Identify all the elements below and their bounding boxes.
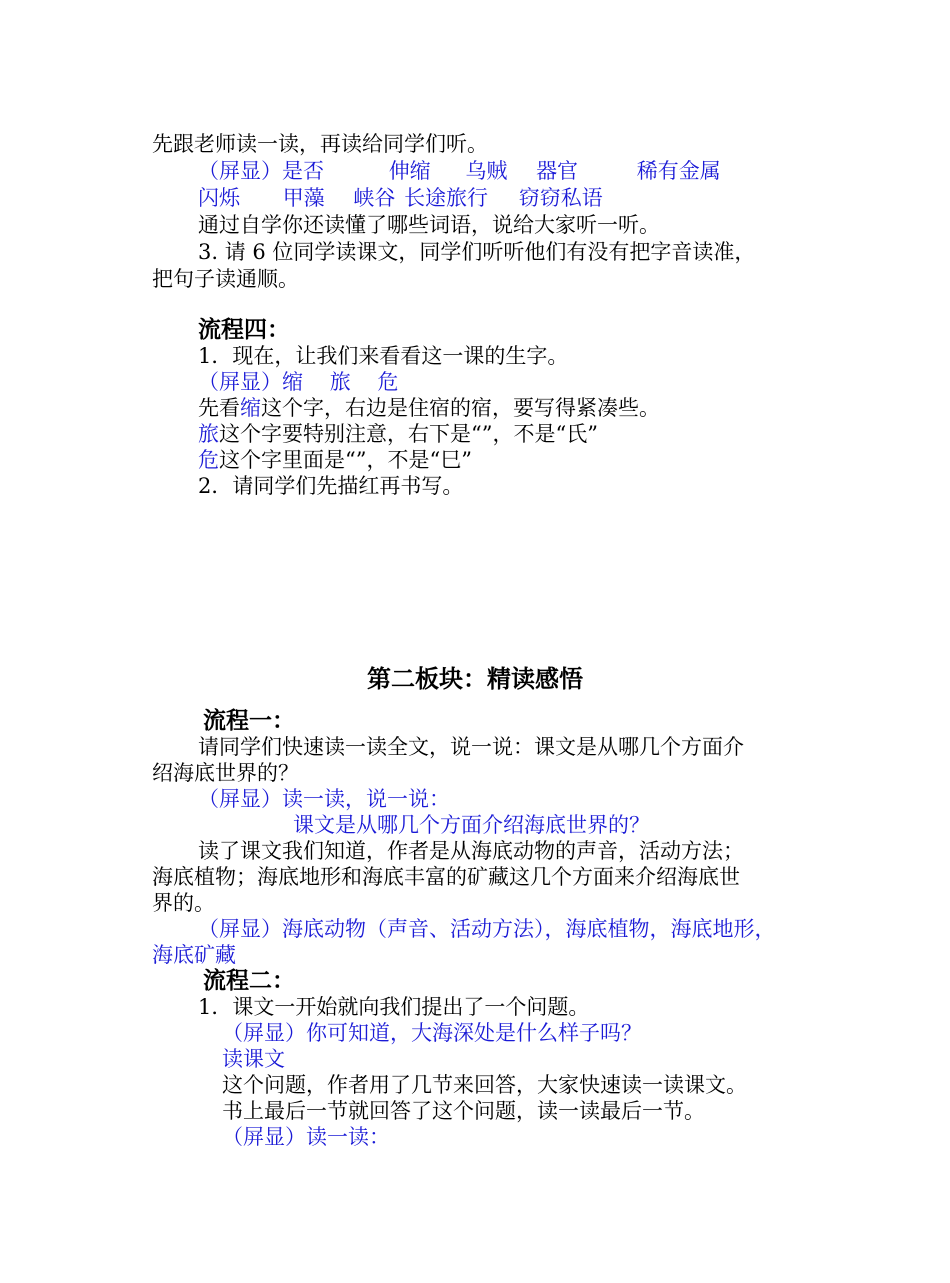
text-line [198,395,660,421]
text-line: 这个问题，作者用了几节来回答，大家快速读一读课文。 [222,1073,747,1097]
text-line: 把句子读通顺。 [152,267,299,291]
text-line [198,447,472,473]
vocab-word: 甲藻 [282,186,325,210]
screen-display-text: （屏显）读一读，说一说： [198,787,450,811]
text-line: 读了课文我们知道，作者是从海底动物的声音，活动方法； [198,839,744,863]
highlight-char: 缩 [240,396,261,420]
section-heading: 流程四： [198,317,290,343]
vocab-word: 乌贼 [465,159,508,183]
screen-display-text: （屏显）读一读： [222,1125,390,1149]
screen-display-label: （屏显） [198,370,282,394]
vocab-word: 是否 [282,159,324,183]
text-line: 书上最后一节就回答了这个问题，读一读最后一节。 [222,1099,705,1123]
highlight-char: 危 [198,448,219,472]
text-line: 1．现在，让我们来看看这一课的生字。 [198,344,569,368]
text-span: 先看 [198,396,240,420]
text-line: 通过自学你还读懂了哪些词语，说给大家听一听。 [198,213,660,237]
text-line: 先跟老师读一读，再读给同学们听。 [152,132,488,156]
vocab-word: 伸缩 [388,159,431,183]
character: 危 [377,370,399,394]
vocab-word: 稀有金属 [636,159,721,183]
text-span: 这个字里面是“”，不是“巳” [219,448,472,472]
screen-display-text: 海底矿藏 [152,943,236,967]
character: 缩 [282,370,303,394]
text-line [198,421,598,447]
text-line: 绍海底世界的？ [152,761,299,785]
section-heading: 流程一： [203,708,295,734]
screen-display-text: 课文是从哪几个方面介绍海底世界的？ [293,813,650,837]
vocab-word: 闪烁 [198,186,240,210]
screen-display-text: 读课文 [222,1047,285,1071]
text-line: 请同学们快速读一读全文，说一说：课文是从哪几个方面介 [198,735,744,759]
page-title: 第二板块：精读感悟 [367,665,583,693]
section-heading: 流程二： [203,968,295,994]
vocab-word: 窃窃私语 [518,186,603,210]
highlight-char: 旅 [198,422,219,446]
screen-display-words-row2 [198,185,603,211]
screen-display-words-row1 [198,158,721,184]
text-span: 这个字，右边是住宿的宿，要写得紧凑些。 [261,396,660,420]
vocab-word: 峡谷 [353,186,396,210]
screen-display-label: （屏显） [198,159,282,183]
screen-display-text: （屏显）你可知道，大海深处是什么样子吗？ [222,1021,642,1045]
text-line: 界的。 [152,891,215,915]
character: 旅 [329,370,351,394]
vocab-word: 器官 [536,159,579,183]
text-line: 2．请同学们先描红再书写。 [198,474,464,498]
vocab-word: 长途旅行 [404,186,489,210]
text-line: 1．课文一开始就向我们提出了一个问题。 [198,995,590,1019]
screen-display-chars [198,369,398,395]
text-line: 海底植物；海底地形和海底丰富的矿藏这几个方面来介绍海底世 [152,865,740,889]
text-line: 3. 请 6 位同学读课文，同学们听听他们有没有把字音读准， [198,240,756,264]
screen-display-text: （屏显）海底动物（声音、活动方法），海底植物，海底地形， [198,917,776,941]
text-span: 这个字要特别注意，右下是“”，不是“氏” [219,422,598,446]
